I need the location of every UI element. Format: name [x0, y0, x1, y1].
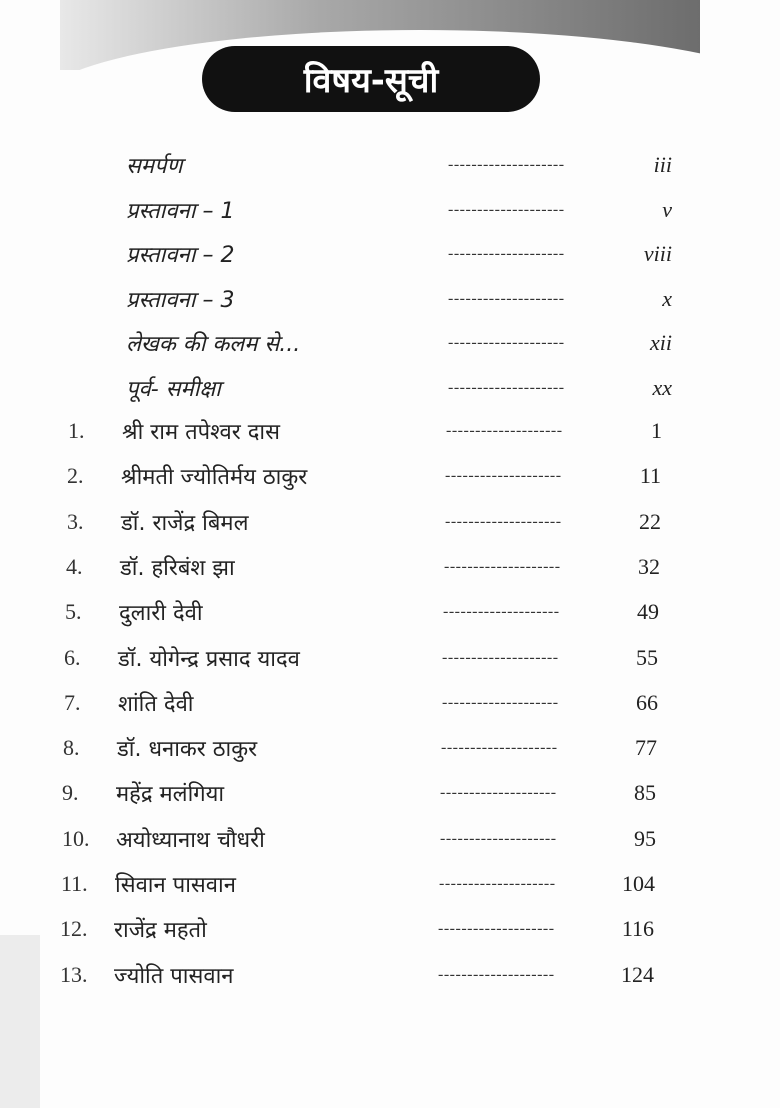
entry-label: डॉ. राजेंद्र बिमल	[121, 510, 249, 536]
entry-label: अयोध्यानाथ चौधरी	[116, 827, 265, 853]
entry-label: राजेंद्र महतो	[114, 918, 207, 944]
entry-page: x	[662, 285, 672, 311]
entry-page: 85	[634, 780, 656, 806]
entry-number: 6.	[64, 644, 81, 670]
entry-number: 2.	[67, 463, 84, 489]
entry-page: xx	[652, 374, 672, 400]
entry-label: प्रस्तावना – 2	[126, 243, 235, 268]
entry-label: समर्पण	[126, 154, 183, 179]
dot-leader: --------------------	[439, 875, 556, 892]
dot-leader: --------------------	[448, 289, 565, 307]
entry-page: iii	[653, 152, 672, 177]
toc-entry-front-matter	[0, 326, 780, 366]
toc-entry-chapter	[0, 459, 780, 499]
entry-label: ज्योति पासवान	[114, 963, 234, 989]
toc-entry-chapter	[0, 414, 780, 454]
entry-number: 3.	[67, 508, 84, 534]
dot-leader: --------------------	[448, 245, 565, 262]
title-banner	[202, 46, 540, 112]
toc-entry-chapter	[0, 776, 780, 816]
dot-leader: --------------------	[442, 648, 559, 666]
entry-page: 22	[639, 508, 661, 534]
entry-number: 11.	[61, 871, 88, 896]
dot-leader: --------------------	[448, 334, 565, 351]
entry-label: पूर्व- समीक्षा	[126, 376, 221, 402]
entry-label: डॉ. धनाकर ठाकुर	[117, 737, 258, 763]
entry-number: 9.	[62, 780, 79, 806]
entry-number: 1.	[68, 418, 85, 443]
entry-label: लेखक की कलम से...	[126, 332, 301, 357]
entry-number: 10.	[62, 825, 90, 851]
entry-number: 5.	[65, 599, 82, 625]
toc-entry-front-matter	[0, 237, 780, 277]
toc-entry-chapter	[0, 550, 780, 590]
dot-leader: --------------------	[446, 422, 563, 439]
entry-number: 12.	[60, 916, 88, 942]
dot-leader: --------------------	[441, 739, 558, 757]
dot-leader: --------------------	[448, 156, 565, 173]
dot-leader: --------------------	[442, 693, 559, 711]
entry-number: 4.	[66, 553, 83, 579]
entry-page: 11	[639, 463, 661, 489]
toc-entry-chapter	[0, 686, 780, 726]
entry-label: महेंद्र मलंगिया	[116, 782, 225, 808]
entry-label: सिवान पासवान	[115, 873, 236, 898]
dot-leader: --------------------	[448, 378, 565, 396]
dot-leader: --------------------	[448, 200, 565, 218]
toc-entry-front-matter	[0, 282, 780, 322]
entry-page: v	[662, 196, 672, 222]
dot-leader: --------------------	[438, 965, 555, 983]
entry-page: 1	[651, 418, 662, 443]
dot-leader: --------------------	[445, 467, 562, 485]
entry-page: 55	[636, 644, 658, 670]
entry-label: डॉ. योगेन्द्र प्रसाद यादव	[118, 646, 300, 672]
toc-entry-chapter	[0, 867, 780, 907]
entry-page: 95	[634, 825, 656, 851]
dot-leader: --------------------	[444, 557, 561, 575]
entry-label: डॉ. हरिबंश झा	[120, 555, 235, 581]
entry-number: 13.	[60, 961, 88, 987]
entry-page: viii	[643, 241, 672, 266]
dot-leader: --------------------	[440, 784, 557, 802]
toc-entry-chapter	[0, 731, 780, 771]
toc-entry-front-matter	[0, 148, 780, 188]
toc-entry-chapter	[0, 822, 780, 862]
dot-leader: --------------------	[438, 920, 555, 938]
entry-number: 7.	[64, 689, 81, 715]
toc-entry-chapter	[0, 595, 780, 635]
dot-leader: --------------------	[440, 829, 557, 847]
toc-entry-chapter	[0, 641, 780, 681]
toc-entry-front-matter	[0, 371, 780, 411]
entry-label: श्रीमती ज्योतिर्मय ठाकुर	[121, 465, 308, 491]
entry-label: दुलारी देवी	[119, 601, 203, 627]
entry-label: प्रस्तावना – 3	[126, 287, 235, 313]
entry-page: 49	[637, 599, 659, 625]
toc-entry-chapter	[0, 958, 780, 998]
toc-entry-chapter	[0, 505, 780, 545]
page-title: विषय-सूची	[303, 61, 439, 101]
entry-page: 104	[622, 871, 655, 896]
entry-label: शांति देवी	[118, 691, 194, 717]
entry-page: xii	[650, 330, 672, 355]
entry-number: 8.	[63, 735, 80, 761]
entry-label: श्री राम तपेश्वर दास	[122, 420, 280, 445]
dot-leader: --------------------	[445, 512, 562, 530]
entry-page: 77	[635, 735, 657, 761]
entry-page: 124	[621, 961, 654, 987]
toc-entry-front-matter	[0, 193, 780, 233]
entry-page: 32	[638, 553, 660, 579]
dot-leader: --------------------	[443, 603, 560, 621]
entry-label: प्रस्तावना – 1	[126, 198, 235, 224]
entry-page: 66	[636, 689, 658, 715]
toc-entry-chapter	[0, 912, 780, 952]
entry-page: 116	[621, 916, 654, 942]
